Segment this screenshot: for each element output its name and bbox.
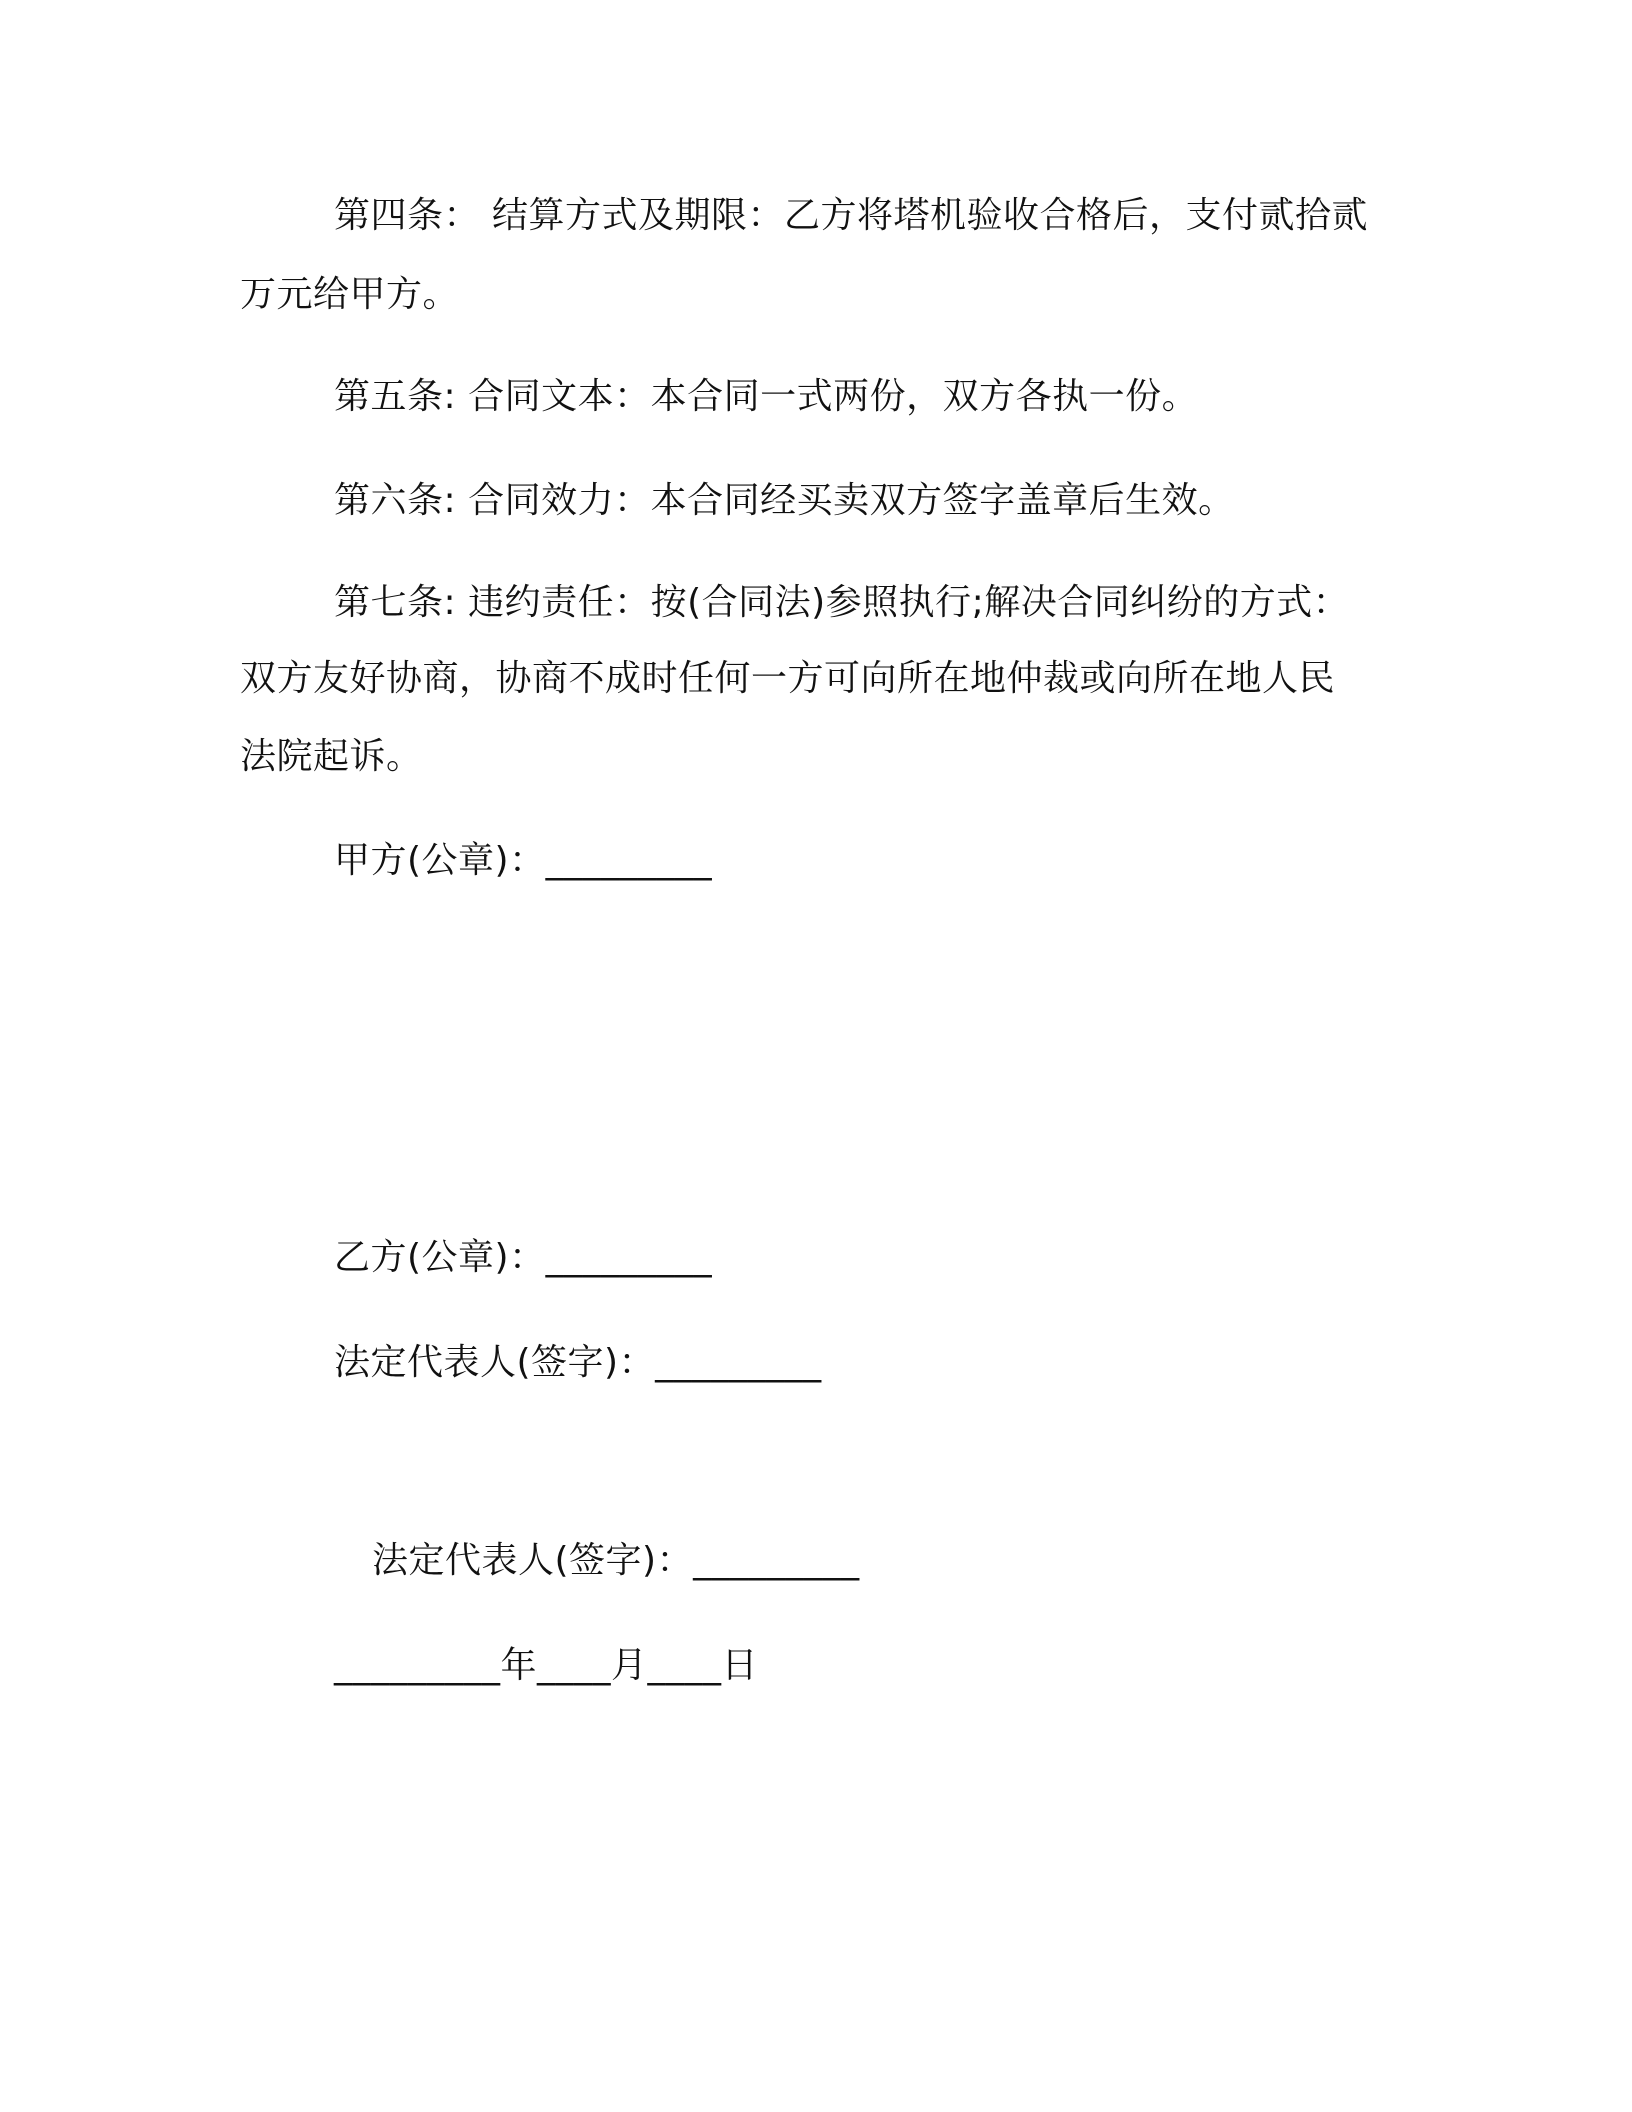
legal-representative-signature-1: 法定代表人(签字)：_________ (334, 1342, 822, 1383)
party-a-seal: 甲方(公章)：_________ (334, 840, 713, 881)
legal-representative-signature-2: 法定代表人(签字)：_________ (372, 1540, 860, 1581)
article-7-line-2: 双方友好协商，协商不成时任何一方可向所在地仲裁或向所在地人民 (240, 658, 1336, 699)
article-4-line-1: 第四条： 结算方式及期限：乙方将塔机验收合格后，支付贰拾贰 (334, 195, 1368, 236)
article-6: 第六条: 合同效力：本合同经买卖双方签字盖章后生效。 (334, 480, 1235, 521)
signing-date: _________年____月____日 (334, 1645, 758, 1686)
article-4-line-2: 万元给甲方。 (240, 274, 460, 315)
article-7-line-3: 法院起诉。 (240, 736, 423, 777)
article-7-line-1: 第七条: 违约责任：按(合同法)参照执行;解决合同纠纷的方式： (334, 582, 1350, 623)
article-5: 第五条: 合同文本：本合同一式两份，双方各执一份。 (334, 376, 1199, 417)
party-b-seal: 乙方(公章)：_________ (334, 1237, 713, 1278)
